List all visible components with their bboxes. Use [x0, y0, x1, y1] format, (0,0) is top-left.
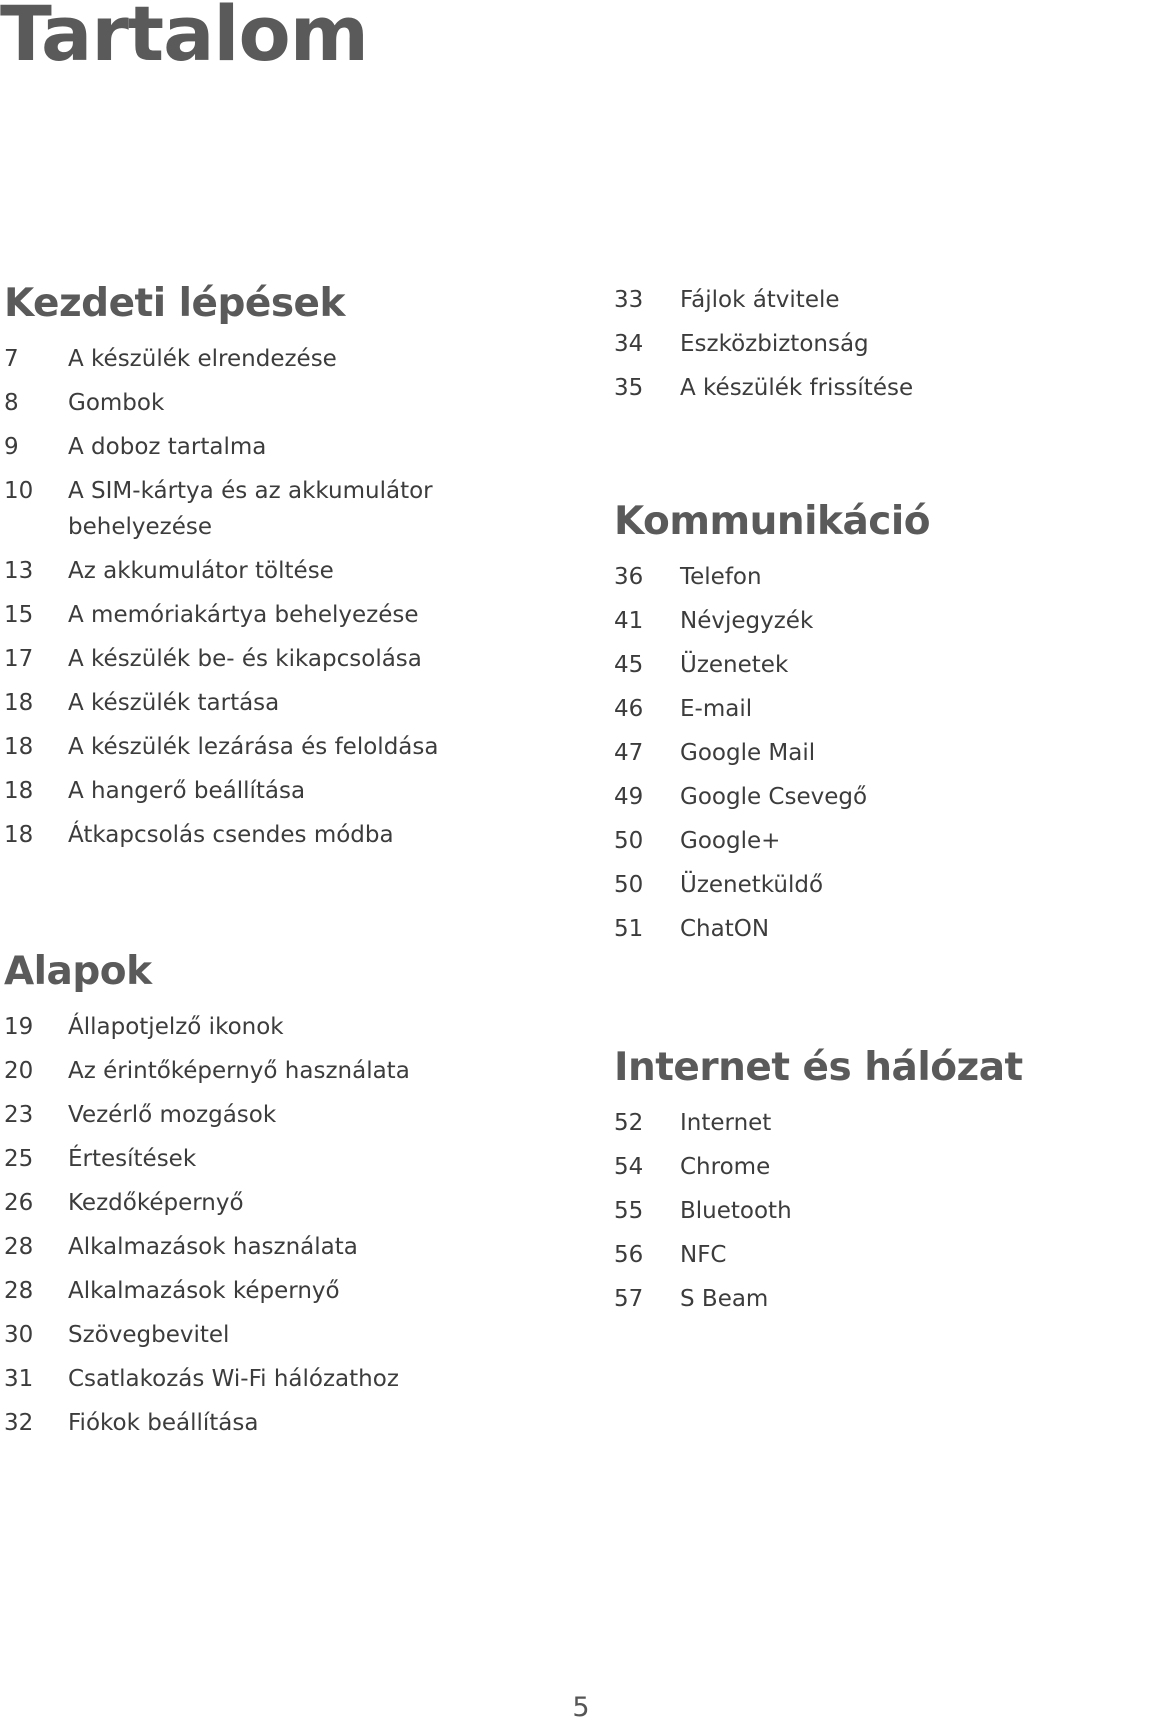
toc-entry-label: Átkapcsolás csendes módba	[68, 822, 394, 848]
toc-entry-label: A hangerő beállítása	[68, 778, 306, 804]
toc-page-number: 47	[614, 740, 644, 766]
toc-page-number: 30	[4, 1322, 34, 1348]
toc-page-number: 35	[614, 375, 644, 401]
toc-page-number: 10	[4, 478, 34, 504]
toc-page-number: 18	[4, 734, 34, 760]
toc-page-number: 32	[4, 1410, 34, 1436]
toc-entry-label: Fiókok beállítása	[68, 1410, 259, 1436]
toc-entry[interactable]	[4, 641, 584, 685]
toc-entry-label: Üzenetküldő	[680, 872, 824, 898]
toc-entry-label: A készülék tartása	[68, 690, 280, 716]
toc-page-number: 28	[4, 1234, 34, 1260]
toc-list-internet	[614, 1105, 960, 1325]
toc-page-number: 19	[4, 1014, 34, 1040]
toc-entry[interactable]	[614, 370, 960, 414]
toc-page-number: 20	[4, 1058, 34, 1084]
toc-entry[interactable]	[4, 1141, 584, 1185]
section-kezdeti-lepesek	[4, 281, 584, 861]
toc-page-number: 41	[614, 608, 644, 634]
toc-entry-label: A készülék frissítése	[680, 375, 914, 401]
section-continued	[614, 282, 960, 414]
toc-page-number: 26	[4, 1190, 34, 1216]
toc-page-number: 15	[4, 602, 34, 628]
toc-entry[interactable]	[4, 1273, 584, 1317]
toc-entry[interactable]	[4, 1053, 584, 1097]
toc-entry-label: Csatlakozás Wi-Fi hálózathoz	[68, 1366, 399, 1392]
toc-entry[interactable]	[614, 911, 960, 955]
toc-page-number: 23	[4, 1102, 34, 1128]
toc-entry-label: A memóriakártya behelyezése	[68, 602, 419, 628]
toc-entry[interactable]	[4, 1097, 584, 1141]
toc-entry[interactable]	[614, 1193, 960, 1237]
toc-entry[interactable]	[614, 282, 960, 326]
toc-entry[interactable]	[614, 823, 960, 867]
toc-entry-label: Értesítések	[68, 1146, 197, 1172]
toc-entry-label: A készülék elrendezése	[68, 346, 337, 372]
toc-page-number: 57	[614, 1286, 644, 1312]
toc-entry[interactable]	[4, 1361, 584, 1405]
toc-entry[interactable]	[4, 341, 584, 385]
toc-entry[interactable]	[4, 817, 584, 861]
section-kommunikacio	[614, 499, 960, 955]
section-internet-es-halozat	[614, 1045, 1023, 1325]
toc-entry-label: A doboz tartalma	[68, 434, 267, 460]
toc-entry-label: Chrome	[680, 1154, 771, 1180]
toc-entry-label: S Beam	[680, 1286, 769, 1312]
toc-entry[interactable]	[614, 1105, 960, 1149]
toc-entry-label: Gombok	[68, 390, 165, 416]
toc-page-number: 55	[614, 1198, 644, 1224]
toc-entry-label: Alkalmazások használata	[68, 1234, 358, 1260]
toc-page-number: 36	[614, 564, 644, 590]
toc-entry[interactable]	[4, 553, 584, 597]
toc-page-number: 45	[614, 652, 644, 678]
toc-entry-label: Eszközbiztonság	[680, 331, 869, 357]
toc-entry-label: Google Mail	[680, 740, 816, 766]
toc-page-number: 52	[614, 1110, 644, 1136]
toc-entry[interactable]	[4, 729, 584, 773]
toc-entry[interactable]	[4, 429, 584, 473]
toc-entry-label: Szövegbevitel	[68, 1322, 230, 1348]
toc-list-alapok	[4, 1009, 584, 1449]
toc-page-number: 46	[614, 696, 644, 722]
toc-entry-label: Állapotjelző ikonok	[68, 1014, 284, 1040]
toc-entry-label: Bluetooth	[680, 1198, 792, 1224]
toc-page-number: 18	[4, 690, 34, 716]
toc-page-number: 51	[614, 916, 644, 942]
toc-page-number: 13	[4, 558, 34, 584]
toc-page-number: 50	[614, 872, 644, 898]
toc-entry[interactable]	[4, 1185, 584, 1229]
section-title-kezdeti-lepesek: Kezdeti lépések	[4, 281, 345, 326]
toc-page-number: 8	[4, 390, 19, 416]
toc-entry[interactable]	[4, 1317, 584, 1361]
toc-entry-label: Internet	[680, 1110, 772, 1136]
toc-list-kezdeti	[4, 341, 584, 861]
toc-entry-label: NFC	[680, 1242, 727, 1268]
toc-entry-label: Az akkumulátor töltése	[68, 558, 334, 584]
section-title-alapok: Alapok	[4, 949, 152, 994]
toc-page-number: 9	[4, 434, 19, 460]
toc-entry-label: A SIM-kártya és az akkumulátor behelyezése	[68, 478, 433, 540]
toc-page-number: 33	[614, 287, 644, 313]
toc-page-number: 18	[4, 822, 34, 848]
toc-entry-label: Vezérlő mozgások	[68, 1102, 277, 1128]
toc-entry[interactable]	[4, 1229, 584, 1273]
toc-entry[interactable]	[614, 779, 960, 823]
toc-page-number: 31	[4, 1366, 34, 1392]
toc-entry[interactable]	[4, 597, 584, 641]
toc-entry-label: Kezdőképernyő	[68, 1190, 244, 1216]
toc-entry[interactable]	[614, 326, 960, 370]
toc-entry[interactable]	[4, 385, 584, 429]
toc-entry-label: A készülék lezárása és feloldása	[68, 734, 439, 760]
toc-entry[interactable]	[614, 559, 960, 603]
toc-entry[interactable]	[614, 647, 960, 691]
toc-entry-label: Fájlok átvitele	[680, 287, 840, 313]
section-title-kommunikacio: Kommunikáció	[614, 499, 931, 544]
toc-entry-label: Az érintőképernyő használata	[68, 1058, 410, 1084]
toc-entry[interactable]	[4, 1009, 584, 1053]
toc-entry-label: Telefon	[680, 564, 762, 590]
toc-entry[interactable]	[4, 1405, 584, 1449]
toc-entry-label: Üzenetek	[680, 652, 789, 678]
page-number: 5	[572, 1692, 590, 1723]
toc-entry[interactable]	[614, 867, 960, 911]
toc-page-number: 56	[614, 1242, 644, 1268]
section-alapok	[4, 949, 584, 1449]
toc-list-continued	[614, 282, 960, 414]
toc-entry[interactable]	[614, 691, 960, 735]
toc-entry-label: E-mail	[680, 696, 753, 722]
toc-entry-label: Névjegyzék	[680, 608, 814, 634]
toc-page-number: 34	[614, 331, 644, 357]
toc-page-number: 17	[4, 646, 34, 672]
toc-entry[interactable]	[614, 1149, 960, 1193]
toc-list-kommunikacio	[614, 559, 960, 955]
toc-page-number: 18	[4, 778, 34, 804]
toc-page-number: 49	[614, 784, 644, 810]
section-title-internet-es-halozat: Internet és hálózat	[614, 1045, 1023, 1090]
toc-entry[interactable]	[614, 1237, 960, 1281]
toc-page-number: 7	[4, 346, 19, 372]
page-title: Tartalom	[0, 0, 368, 78]
toc-page-number: 28	[4, 1278, 34, 1304]
toc-entry[interactable]	[4, 773, 584, 817]
toc-entry-label: Google+	[680, 828, 781, 854]
toc-entry[interactable]	[4, 473, 584, 553]
toc-entry-label: ChatON	[680, 916, 770, 942]
toc-entry-label: Google Csevegő	[680, 784, 868, 810]
toc-entry[interactable]	[614, 1281, 960, 1325]
toc-entry-label: A készülék be- és kikapcsolása	[68, 646, 422, 672]
toc-page-number: 50	[614, 828, 644, 854]
toc-entry[interactable]	[4, 685, 584, 729]
toc-entry[interactable]	[614, 735, 960, 779]
toc-page-number: 54	[614, 1154, 644, 1180]
toc-entry[interactable]	[614, 603, 960, 647]
toc-page-number: 25	[4, 1146, 34, 1172]
toc-entry-label: Alkalmazások képernyő	[68, 1278, 340, 1304]
